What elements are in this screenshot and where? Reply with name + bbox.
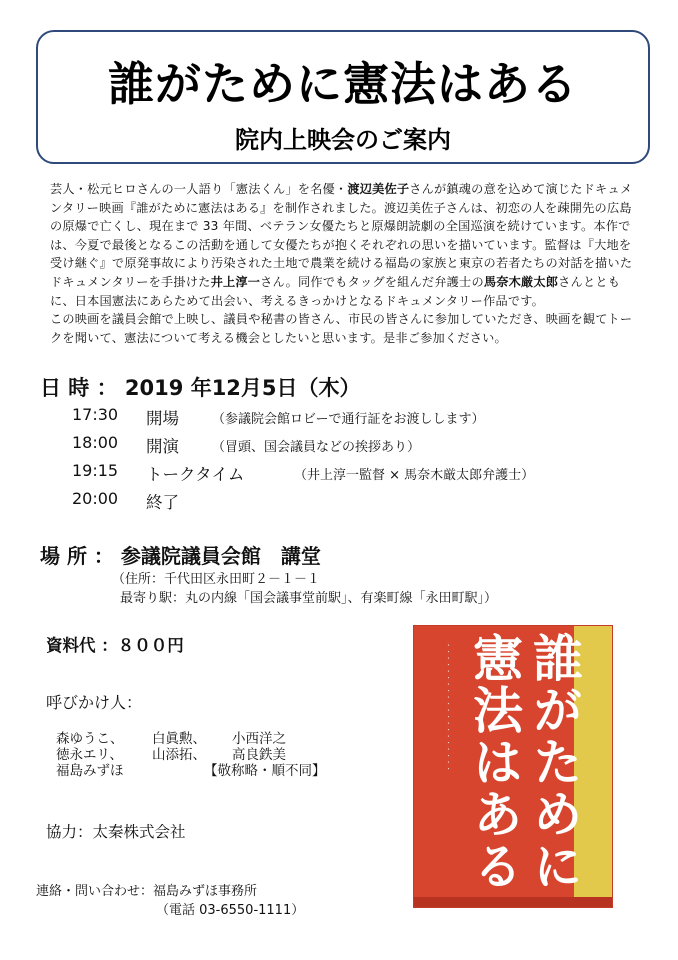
poster-title: 誰がために憲法はある — [465, 632, 584, 892]
schedule-time: 18:00 — [72, 433, 119, 452]
schedule-row — [72, 461, 652, 489]
schedule-note: （冒頭、国会議員などの挨拶あり） — [212, 440, 421, 455]
cooperation: 協力：太秦株式会社 — [46, 823, 186, 841]
caller-name: 高良鉄美 — [232, 747, 286, 763]
schedule-note: （参議院会館ロビーで通行証をお渡しします） — [212, 412, 485, 427]
schedule-label: 開演 — [146, 437, 179, 456]
contact-line: 連絡・問い合わせ：福島みずほ事務所 — [36, 884, 258, 899]
caller-name: 森ゆうこ、 — [56, 731, 124, 747]
callers-heading: 呼びかけ人： — [46, 693, 143, 712]
intro-text — [50, 180, 640, 347]
schedule-label: トークタイム — [146, 465, 245, 484]
schedule — [72, 405, 652, 517]
callers-note: 【敬称略・順不同】 — [204, 763, 326, 779]
poster-bottom-stripe — [414, 897, 613, 907]
schedule-label: 終了 — [146, 493, 179, 512]
schedule-note: （井上淳一監督 × 馬奈木厳太郎弁護士） — [294, 468, 535, 483]
intro-segment: さんが鎮魂の意を込めて演じたドキュメンタリー映画『誰がために憲法はある』を制作されました。渡辺美佐子さんは、初恋の人を疎開先の広島の原爆で亡くし、現在まで 33 年間、ベテラン女優たちと原爆朗読劇の全国巡演を続けています。本作では、今夏で最後となるこの活動を通して女優たちが抱くそれぞれの思いを描いています。監督は『大地を受け継ぐ』で原発事故により汚染された土地で農業を続ける福島の家族と東京の若者たちの対話を描いたドキュメンタリーを手掛けた — [50, 182, 633, 289]
place-heading: 場 所 ： 参議院議員会館 講堂 — [40, 544, 321, 568]
contact — [36, 882, 304, 920]
intro-name-inoue: 井上淳一 — [210, 274, 261, 289]
sub-title: 院内上映会のご案内 — [235, 126, 451, 154]
fee: 資料代 ：８００円 — [46, 636, 184, 655]
main-title: 誰がために憲法はある — [108, 57, 578, 111]
schedule-row — [72, 433, 652, 461]
schedule-row — [72, 405, 652, 433]
title-box — [36, 30, 650, 164]
nearest-station: 最寄り駅：丸の内線「国会議事堂前駅」、有楽町線「永田町駅」） — [120, 591, 498, 606]
intro-paragraph-2: この映画を議員会館で上映し、議員や秘書の皆さん、市民の皆さんに参加していただき、映画を観てトークを聞いて、憲法について考える機会としたいと思います。是非ご参加ください。 — [50, 312, 633, 345]
date-heading: 日 時 ： 2019 年12月5日（木） — [40, 376, 361, 400]
place-address — [112, 570, 497, 608]
schedule-time: 17:30 — [72, 405, 119, 424]
address-line: （住所：千代田区永田町２－１－１ — [112, 572, 321, 587]
caller-name: 山添拓、 — [152, 747, 206, 763]
intro-segment: 芸人・松元ヒロさんの一人語り「憲法くん」を名優・ — [50, 182, 348, 196]
caller-name: 小西洋之 — [232, 731, 286, 747]
caller-name: 福島みずほ — [56, 763, 124, 779]
poster-decoration: ・・・・・・・・・・・・・・・・・・・・ — [444, 642, 452, 772]
intro-name-manabe: 馬奈木厳太郎 — [483, 274, 559, 289]
movie-poster-image — [413, 625, 613, 908]
intro-segment: さんとともに、日本国憲法にあらためて出会い、考えるきっかけとなるドキュメンタリー作品です。 — [50, 274, 621, 308]
schedule-label: 開場 — [146, 409, 179, 428]
intro-segment: さん。同作でもタッグを組んだ弁護士の — [260, 274, 484, 289]
intro-name-watanabe: 渡辺美佐子 — [347, 182, 410, 196]
caller-name: 白眞勲、 — [152, 731, 206, 747]
schedule-time: 20:00 — [72, 489, 119, 508]
schedule-row — [72, 489, 652, 517]
schedule-time: 19:15 — [72, 461, 119, 480]
caller-name: 徳永エリ、 — [56, 747, 123, 763]
contact-phone: （電話 03-6550-1111） — [156, 903, 305, 918]
